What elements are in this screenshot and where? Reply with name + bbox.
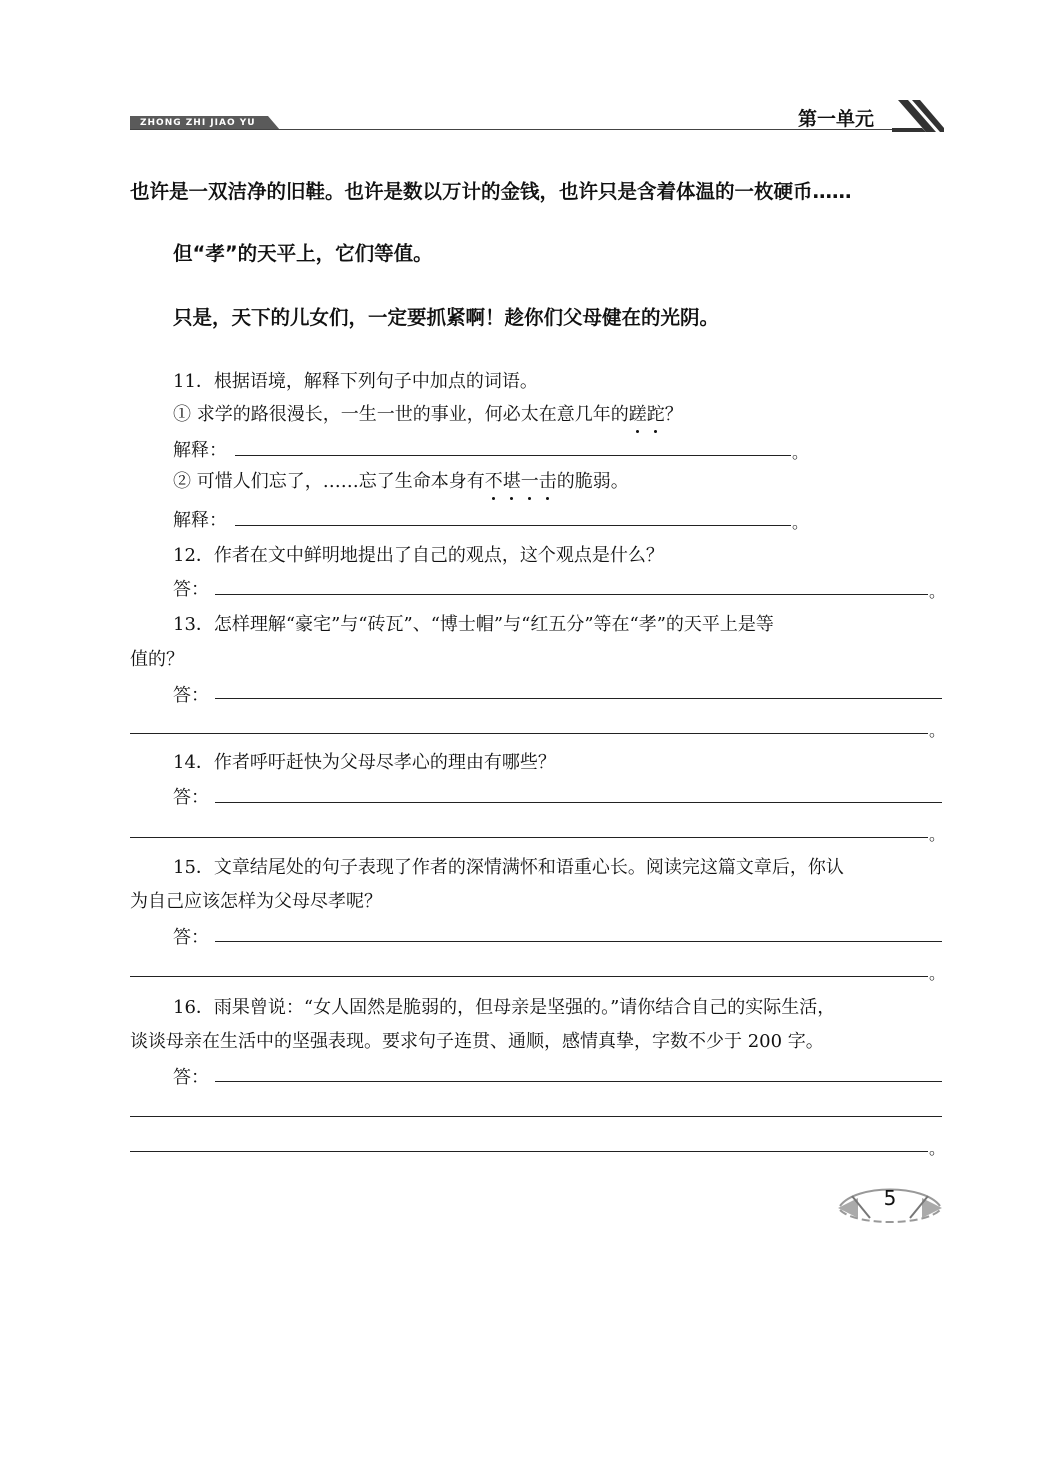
- q11-item2-dotted-char: 堪: [503, 467, 521, 493]
- passage-line-3: 只是，天下的儿女们，一定要抓紧啊！趁你们父母健在的光阴。: [173, 306, 720, 329]
- passage-line-2: 但“孝”的天平上，它们等值。: [173, 242, 433, 265]
- q11-item2: [173, 467, 629, 493]
- q14-answer-label: 答：: [173, 787, 209, 808]
- answer-period: 。: [929, 721, 946, 740]
- header-chevron-icon: [892, 98, 944, 134]
- q16-answer-label: 答：: [173, 1067, 209, 1088]
- q15-answer-line-2[interactable]: [130, 976, 928, 977]
- q11-answer-label-1: 解释：: [173, 440, 227, 461]
- q13-stem-line2: 值的？: [130, 649, 184, 670]
- answer-period: 。: [792, 513, 809, 532]
- q16-answer-line-1[interactable]: [215, 1081, 942, 1082]
- series-tag-text: ZHONG ZHI JIAO YU: [140, 118, 256, 128]
- q16-stem-line1: 16．雨果曾说：“女人固然是脆弱的，但母亲是坚强的。”请你结合自己的实际生活，: [173, 997, 836, 1018]
- q16-answer-line-3[interactable]: [130, 1151, 928, 1152]
- q11-item2-text: ② 可惜人们忘了，……忘了生命本身有: [173, 471, 485, 492]
- page-number: 5: [883, 1186, 897, 1210]
- q15-answer-label: 答：: [173, 927, 209, 948]
- q11-item2-dotted-char: 一: [521, 467, 539, 493]
- q11-item1: [173, 400, 683, 426]
- answer-period: 。: [929, 964, 946, 983]
- unit-title: 第一单元: [798, 108, 875, 130]
- q11-item1-tail: ？: [664, 404, 683, 425]
- q12-answer-line[interactable]: [215, 594, 928, 595]
- q15-stem-line1: 15．文章结尾处的句子表现了作者的深情满怀和语重心长。阅读完这篇文章后，你认: [173, 857, 844, 878]
- header-rule: [130, 129, 910, 130]
- q16-stem-line2: 谈谈母亲在生活中的坚强表现。要求句子连贯、通顺，感情真挚，字数不少于 200 字。: [130, 1031, 824, 1052]
- answer-period: 。: [929, 1139, 946, 1158]
- q11-item2-tail: 的脆弱。: [556, 471, 629, 492]
- q15-answer-line-1[interactable]: [215, 941, 942, 942]
- q11-item1-text: ① 求学的路很漫长，一生一世的事业，何必太在意几年的: [173, 404, 629, 425]
- q11-answer-label-2: 解释：: [173, 510, 227, 531]
- q14-stem: 14．作者呼吁赶快为父母尽孝心的理由有哪些？: [173, 752, 556, 773]
- q11-item1-dotted-char: 跎: [647, 400, 665, 426]
- q13-stem-line1: 13．怎样理解“豪宅”与“砖瓦”、“博士帽”与“红五分”等在“孝”的天平上是等: [173, 614, 774, 635]
- q14-answer-line-1[interactable]: [215, 802, 942, 803]
- q15-stem-line2: 为自己应该怎样为父母尽孝呢？: [130, 891, 382, 912]
- q11-answer-line-1[interactable]: [235, 455, 791, 456]
- q11-item2-dotted-char: 不: [485, 467, 503, 493]
- q12-answer-label: 答：: [173, 579, 209, 600]
- q14-answer-line-2[interactable]: [130, 837, 928, 838]
- q13-answer-label: 答：: [173, 685, 209, 706]
- q16-answer-line-2[interactable]: [130, 1116, 942, 1117]
- q13-answer-line-1[interactable]: [215, 698, 942, 699]
- answer-period: 。: [929, 825, 946, 844]
- q11-stem: 11．根据语境，解释下列句子中加点的词语。: [173, 371, 538, 392]
- q11-answer-line-2[interactable]: [235, 525, 791, 526]
- q13-answer-line-2[interactable]: [130, 733, 928, 734]
- answer-period: 。: [929, 582, 946, 601]
- q11-item1-dotted-char: 蹉: [629, 400, 647, 426]
- passage-line-1: 也许是一双洁净的旧鞋。也许是数以万计的金钱，也许只是含着体温的一枚硬币……: [130, 180, 852, 203]
- answer-period: 。: [792, 443, 809, 462]
- q11-item2-dotted-char: 击: [539, 467, 557, 493]
- q12-stem: 12．作者在文中鲜明地提出了自己的观点，这个观点是什么？: [173, 545, 664, 566]
